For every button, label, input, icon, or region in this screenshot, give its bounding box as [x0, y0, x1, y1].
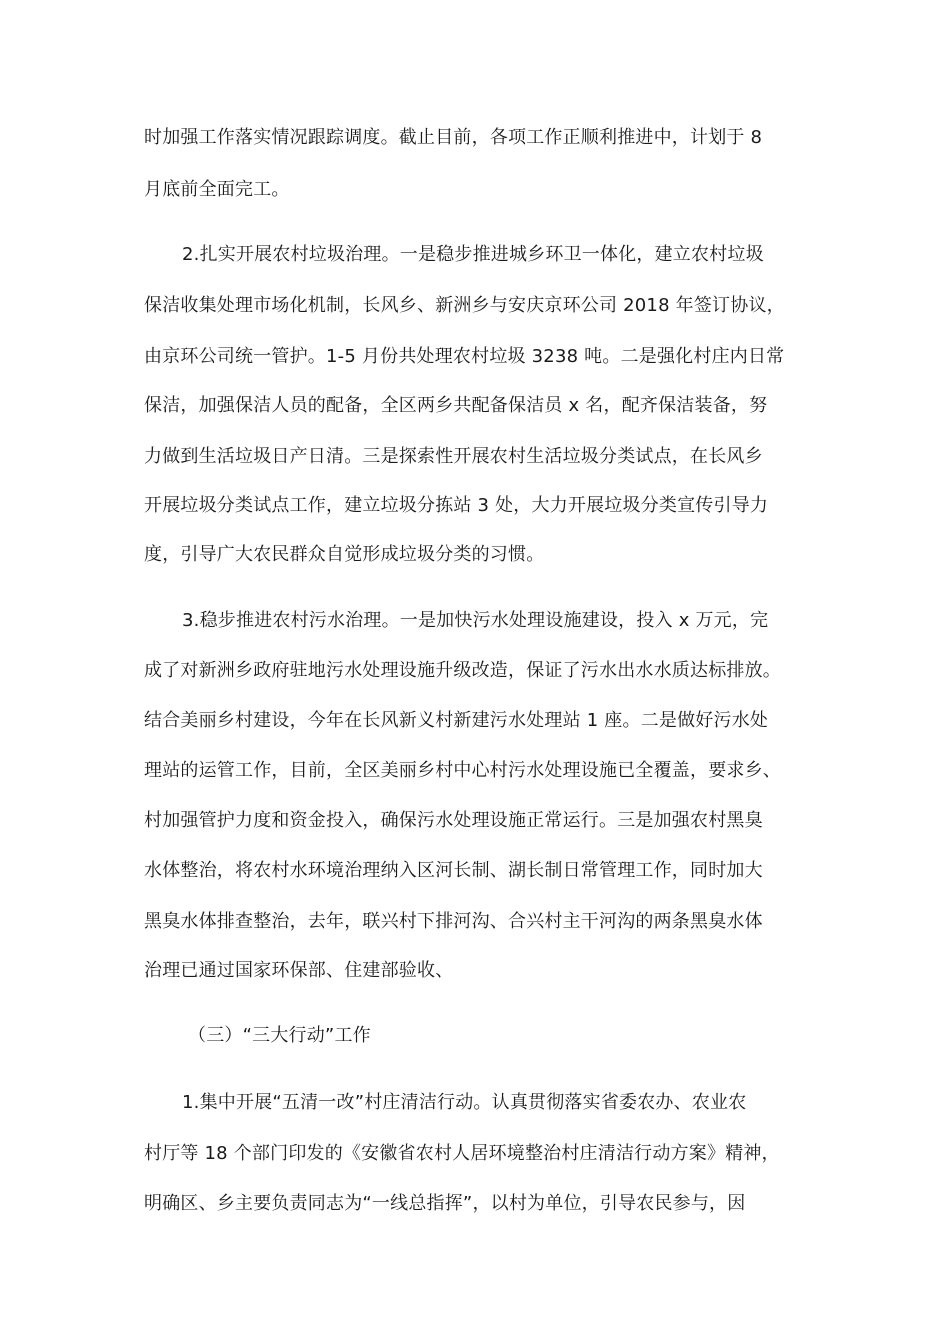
- text-line: 明确区、乡主要负责同志为“一线总指挥”，以村为单位，引导农民参与，因: [144, 1193, 746, 1214]
- text-line: 由京环公司统一管护。1-5 月份共处理农村垃圾 3238 吨。二是强化村庄内日常: [144, 346, 785, 367]
- text-line: 度，引导广大农民群众自觉形成垃圾分类的习惯。: [144, 544, 545, 565]
- text-line: 治理已通过国家环保部、住建部验收、: [144, 960, 454, 981]
- paragraph-first-line: 3.稳步推进农村污水治理。一是加快污水处理设施建设，投入 x 万元，完: [182, 610, 769, 631]
- text-line: 成了对新洲乡政府驻地污水处理设施升级改造，保证了污水出水水质达标排放。: [144, 660, 781, 681]
- text-line: 力做到生活垃圾日产日清。三是探索性开展农村生活垃圾分类试点，在长风乡: [144, 446, 763, 467]
- text-line: 时加强工作落实情况跟踪调度。截止目前，各项工作正顺利推进中，计划于 8: [144, 127, 763, 148]
- text-line: 保洁收集处理市场化机制，长风乡、新洲乡与安庆京环公司 2018 年签订协议，: [144, 295, 785, 316]
- paragraph-first-line: 1.集中开展“五清一改”村庄清洁行动。认真贯彻落实省委农办、农业农: [182, 1092, 747, 1113]
- text-line: 保洁，加强保洁人员的配备，全区两乡共配备保洁员 x 名，配齐保洁装备，努: [144, 395, 768, 416]
- text-line: 黑臭水体排查整治，去年，联兴村下排河沟、合兴村主干河沟的两条黑臭水体: [144, 911, 763, 932]
- paragraph-first-line: 2.扎实开展农村垃圾治理。一是稳步推进城乡环卫一体化，建立农村垃圾: [182, 244, 764, 265]
- text-line: 水体整治，将农村水环境治理纳入区河长制、湖长制日常管理工作，同时加大: [144, 860, 763, 881]
- text-line: 结合美丽乡村建设，今年在长风新义村新建污水处理站 1 座。二是做好污水处: [144, 710, 769, 731]
- text-line: 月底前全面完工。: [144, 179, 290, 200]
- text-line: 村厅等 18 个部门印发的《安徽省农村人居环境整治村庄清洁行动方案》精神，: [144, 1143, 780, 1164]
- text-line: 开展垃圾分类试点工作，建立垃圾分拣站 3 处，大力开展垃圾分类宣传引导力: [144, 495, 769, 516]
- text-line: 理站的运管工作，目前，全区美丽乡村中心村污水处理设施已全覆盖，要求乡、: [144, 760, 781, 781]
- section-heading: （三）“三大行动”工作: [188, 1025, 371, 1046]
- text-line: 村加强管护力度和资金投入，确保污水处理设施正常运行。三是加强农村黑臭: [144, 810, 763, 831]
